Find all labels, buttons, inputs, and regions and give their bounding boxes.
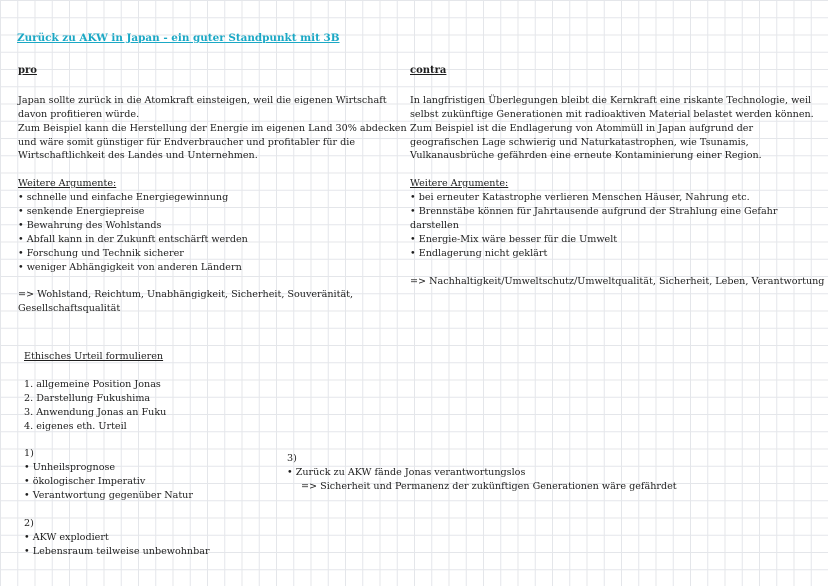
pro-conclusion: => Wohlstand, Reichtum, Unabhängigkeit, Sicherheit, Souveränität, (18, 289, 354, 301)
pro-arg-item: • weniger Abhängigkeit von anderen Ländern (18, 261, 242, 273)
ethics-part3-sub: => Sicherheit und Permanenz der zukünftigen Generationen wäre gefährdet (301, 480, 677, 492)
contra-conclusion: => Nachhaltigkeit/Umweltschutz/Umweltqualität, Sicherheit, Leben, Verantwortung (410, 275, 825, 287)
ethics-part1-item: • Verantwortung gegenüber Natur (24, 490, 193, 502)
ethics-step: 3. Anwendung Jonas an Fuku (24, 406, 167, 418)
contra-arg-item: • bei erneuter Katastrophe verlieren Menschen Häuser, Nahrung etc. (410, 192, 750, 204)
pro-text-line: davon profitieren würde. (18, 108, 140, 120)
pro-conclusion: Gesellschaftsqualität (18, 303, 121, 315)
contra-arg-item: • Brennstäbe können für Jahrtausende aufgrund der Strahlung eine Gefahr (410, 206, 778, 218)
ethics-heading: Ethisches Urteil formulieren (24, 351, 164, 362)
contra-arg-item: • Endlagerung nicht geklärt (410, 247, 548, 259)
contra-arg-item: • Energie-Mix wäre besser für die Umwelt (410, 233, 618, 245)
contra-text-line: geografischen Lage schwierig und Naturkatastrophen, wie Tsunamis, (410, 136, 749, 148)
ethics-step: 4. eigenes eth. Urteil (24, 420, 127, 432)
pro-heading: pro (18, 65, 37, 76)
ethics-part2-item: • AKW explodiert (24, 531, 109, 543)
pro-arg-item: • Bewahrung des Wohlstands (18, 219, 162, 231)
ethics-part2-label: 2) (24, 517, 34, 529)
contra-column (410, 64, 824, 288)
contra-text-line: Vulkanausbrüche gefährden eine erneute Kontaminierung einer Region. (410, 150, 762, 162)
pro-args-heading: Weitere Argumente: (18, 178, 117, 190)
pro-text-line: und wäre somit günstiger für Endverbraucher und profitabler für die (18, 136, 356, 148)
ethics-part3-bullet: • Zurück zu AKW fände Jonas verantwortungslos (287, 466, 526, 478)
contra-heading: contra (410, 65, 447, 76)
pro-text-line: Zum Beispiel kann die Herstellung der Energie im eigenen Land 30% abdecken (18, 122, 407, 134)
ethics-step: 1. allgemeine Position Jonas (24, 378, 161, 390)
ethics-part1-item: • ökologischer Imperativ (24, 476, 146, 488)
ethics-section (24, 350, 210, 559)
pro-arg-item: • Forschung und Technik sicherer (18, 247, 184, 259)
contra-args-heading: Weitere Argumente: (410, 178, 509, 190)
ethics-part3 (287, 452, 677, 494)
ethics-part1-item: • Unheilsprognose (24, 462, 116, 474)
pro-arg-item: • senkende Energiepreise (18, 206, 145, 218)
ethics-part3-label: 3) (287, 453, 297, 464)
pro-arg-item: • Abfall kann in der Zukunft entschärft werden (18, 233, 248, 245)
ethics-step: 2. Darstellung Fukushima (24, 392, 151, 404)
pro-column (18, 64, 407, 316)
ethics-part1-label: 1) (24, 448, 34, 460)
pro-text-line: Japan sollte zurück in die Atomkraft einsteigen, weil die eigenen Wirtschaft (18, 94, 387, 106)
contra-arg-item: darstellen (410, 219, 459, 231)
contra-text-line: selbst zukünftige Generationen mit radioaktiven Material belastet werden können. (410, 108, 814, 120)
pro-text-line: Wirtschaftlichkeit des Landes und Unternehmen. (18, 150, 258, 162)
pro-arg-item: • schnelle und einfache Energiegewinnung (18, 192, 229, 204)
contra-text-line: Zum Beispiel ist die Endlagerung von Atommüll in Japan aufgrund der (410, 122, 754, 134)
page-title: Zurück zu AKW in Japan - ein guter Standpunkt mit 3B (17, 32, 340, 44)
contra-text-line: In langfristigen Überlegungen bleibt die Kernkraft eine riskante Technologie, weil (410, 94, 812, 106)
ethics-part2-item: • Lebensraum teilweise unbewohnbar (24, 545, 210, 557)
